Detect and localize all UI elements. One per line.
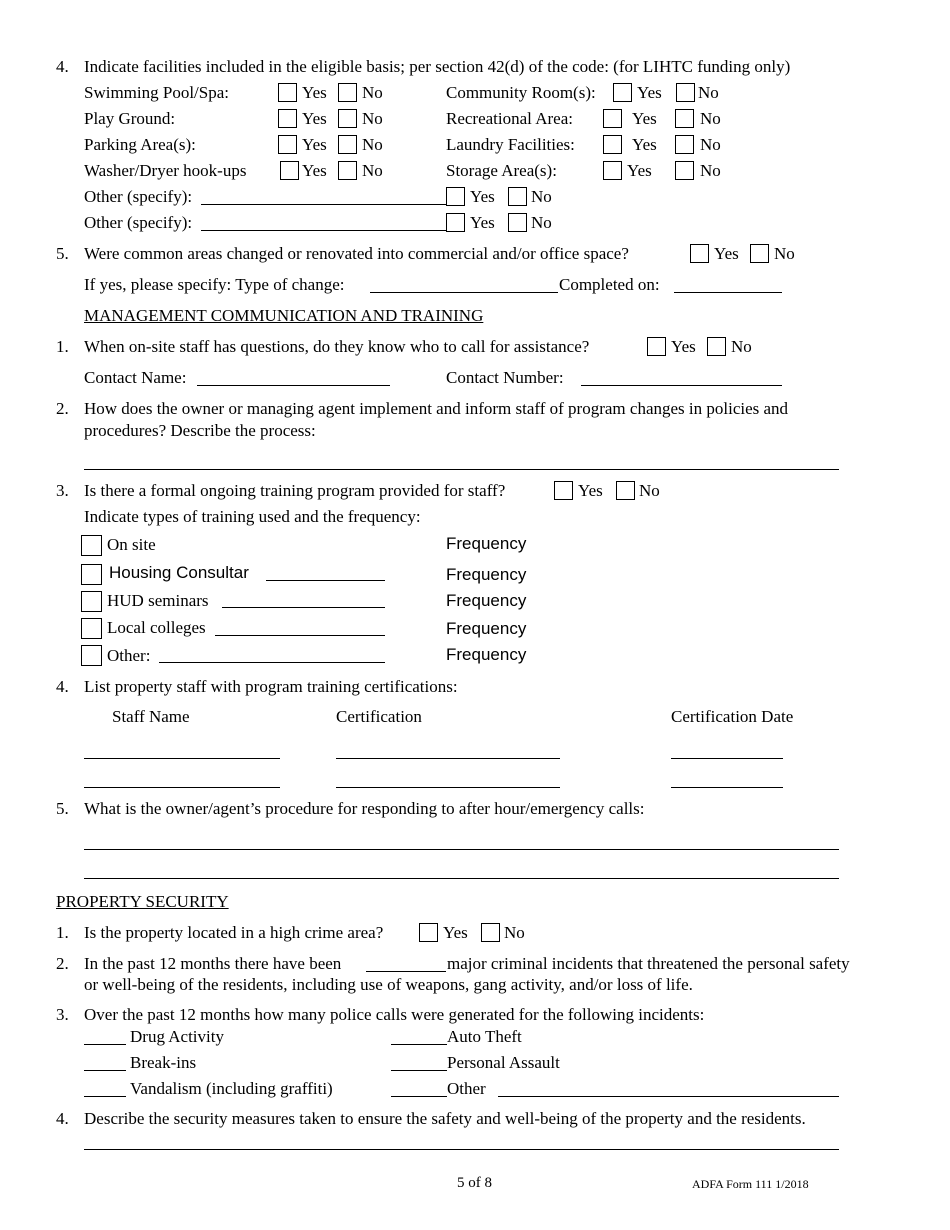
community-room-no-checkbox[interactable] xyxy=(676,83,695,102)
facility-label: Washer/Dryer hook-ups xyxy=(84,161,247,180)
frequency-label: Frequency xyxy=(446,619,527,638)
question-number: 1. xyxy=(56,337,69,356)
facilities-question: Indicate facilities included in the eligible basis; per section 42(d) of the code: (for LIHTC funding only) xyxy=(84,57,791,76)
certification-field[interactable] xyxy=(336,787,560,788)
yes-label: Yes xyxy=(637,83,662,102)
question-number: 2. xyxy=(56,954,69,973)
incident-label: Drug Activity xyxy=(130,1027,224,1046)
high-crime-question: Is the property located in a high crime area? xyxy=(84,923,384,942)
common-areas-yes-checkbox[interactable] xyxy=(690,244,709,263)
yes-label: Yes xyxy=(578,481,603,500)
other-incident-count-field[interactable] xyxy=(391,1096,447,1097)
other2-no-checkbox[interactable] xyxy=(508,213,527,232)
hud-seminars-checkbox[interactable] xyxy=(81,591,102,612)
frequency-label: Frequency xyxy=(446,645,527,664)
personal-assault-count-field[interactable] xyxy=(391,1070,447,1071)
staff-assistance-no-checkbox[interactable] xyxy=(707,337,726,356)
drug-activity-count-field[interactable] xyxy=(84,1044,126,1045)
yes-label: Yes xyxy=(632,109,657,128)
question-number: 5. xyxy=(56,244,69,263)
certification-date-field[interactable] xyxy=(671,758,783,759)
police-calls-question: Over the past 12 months how many police calls were generated for the following incidents: xyxy=(84,1005,705,1024)
high-crime-yes-checkbox[interactable] xyxy=(419,923,438,942)
program-changes-question-cont: procedures? Describe the process: xyxy=(84,421,316,440)
playground-no-checkbox[interactable] xyxy=(338,109,357,128)
question-number: 4. xyxy=(56,677,69,696)
yes-label: Yes xyxy=(632,135,657,154)
no-label: No xyxy=(362,135,383,154)
certifications-question: List property staff with program training certifications: xyxy=(84,677,458,696)
washer-no-checkbox[interactable] xyxy=(338,161,357,180)
staff-name-field[interactable] xyxy=(84,787,280,788)
storage-yes-checkbox[interactable] xyxy=(603,161,622,180)
column-header-certification-date: Certification Date xyxy=(671,707,794,726)
no-label: No xyxy=(504,923,525,942)
column-header-certification: Certification xyxy=(336,707,422,726)
form-id: ADFA Form 111 1/2018 xyxy=(692,1177,809,1191)
laundry-yes-checkbox[interactable] xyxy=(603,135,622,154)
recreational-no-checkbox[interactable] xyxy=(675,109,694,128)
section-heading: PROPERTY SECURITY xyxy=(56,892,229,911)
parking-no-checkbox[interactable] xyxy=(338,135,357,154)
on-site-checkbox[interactable] xyxy=(81,535,102,556)
training-type-label: Local colleges xyxy=(107,618,206,637)
training-no-checkbox[interactable] xyxy=(616,481,635,500)
security-measures-question: Describe the security measures taken to ensure the safety and well-being of the property and the residents. xyxy=(84,1109,806,1128)
emergency-calls-answer-line[interactable] xyxy=(84,849,839,850)
training-types-instruction: Indicate types of training used and the frequency: xyxy=(84,507,421,526)
staff-assistance-yes-checkbox[interactable] xyxy=(647,337,666,356)
incident-label: Auto Theft xyxy=(447,1027,522,1046)
housing-consultant-field[interactable] xyxy=(266,580,385,581)
incident-label: Break-ins xyxy=(130,1053,197,1072)
criminal-incidents-count-field[interactable] xyxy=(366,971,446,972)
storage-no-checkbox[interactable] xyxy=(675,161,694,180)
page-number: 5 of 8 xyxy=(457,1175,492,1191)
frequency-label: Frequency xyxy=(446,591,527,610)
no-label: No xyxy=(362,83,383,102)
no-label: No xyxy=(531,213,552,232)
type-of-change-label: If yes, please specify: Type of change: xyxy=(84,275,345,294)
laundry-no-checkbox[interactable] xyxy=(675,135,694,154)
question-number: 3. xyxy=(56,1005,69,1024)
yes-label: Yes xyxy=(714,244,739,263)
housing-consultant-checkbox[interactable] xyxy=(81,564,102,585)
frequency-label: Frequency xyxy=(446,565,527,584)
no-label: No xyxy=(774,244,795,263)
criminal-incidents-question-line2: or well-being of the residents, including use of weapons, gang activity, and/or loss of life. xyxy=(84,975,693,994)
contact-number-label: Contact Number: xyxy=(446,368,564,387)
break-ins-count-field[interactable] xyxy=(84,1070,126,1071)
yes-label: Yes xyxy=(302,135,327,154)
contact-name-field[interactable] xyxy=(197,385,390,386)
no-label: No xyxy=(639,481,660,500)
yes-label: Yes xyxy=(470,187,495,206)
question-number: 3. xyxy=(56,481,69,500)
frequency-label: Frequency xyxy=(446,534,527,553)
other-specify-label: Other (specify): xyxy=(84,213,193,232)
facility-label: Storage Area(s): xyxy=(446,161,557,180)
other1-yes-checkbox[interactable] xyxy=(446,187,465,206)
other-training-checkbox[interactable] xyxy=(81,645,102,666)
type-of-change-field[interactable] xyxy=(370,292,558,293)
question-number: 2. xyxy=(56,399,69,418)
auto-theft-count-field[interactable] xyxy=(391,1044,447,1045)
section-heading: MANAGEMENT COMMUNICATION AND TRAINING xyxy=(84,306,484,325)
washer-yes-checkbox[interactable] xyxy=(280,161,299,180)
training-type-label: Housing Consultar xyxy=(109,563,249,582)
no-label: No xyxy=(698,83,719,102)
other-training-field[interactable] xyxy=(159,662,385,663)
no-label: No xyxy=(362,161,383,180)
facility-label: Swimming Pool/Spa: xyxy=(84,83,229,102)
certification-date-field[interactable] xyxy=(671,787,783,788)
security-measures-answer-line[interactable] xyxy=(84,1149,839,1150)
column-header-staff-name: Staff Name xyxy=(112,707,190,726)
program-changes-answer-line[interactable] xyxy=(84,469,839,470)
certification-field[interactable] xyxy=(336,758,560,759)
local-colleges-field[interactable] xyxy=(215,635,385,636)
vandalism-count-field[interactable] xyxy=(84,1096,126,1097)
no-label: No xyxy=(731,337,752,356)
other-specify-field[interactable] xyxy=(201,204,446,205)
no-label: No xyxy=(700,135,721,154)
staff-name-field[interactable] xyxy=(84,758,280,759)
training-type-label: Other: xyxy=(107,646,151,665)
yes-label: Yes xyxy=(627,161,652,180)
program-changes-question: How does the owner or managing agent implement and inform staff of program changes in policies and xyxy=(84,399,789,418)
common-areas-question: Were common areas changed or renovated into commercial and/or office space? xyxy=(84,244,629,263)
pool-yes-checkbox[interactable] xyxy=(278,83,297,102)
playground-yes-checkbox[interactable] xyxy=(278,109,297,128)
other1-no-checkbox[interactable] xyxy=(508,187,527,206)
facility-label: Parking Area(s): xyxy=(84,135,196,154)
training-program-question: Is there a formal ongoing training program provided for staff? xyxy=(84,481,506,500)
contact-number-field[interactable] xyxy=(581,385,782,386)
yes-label: Yes xyxy=(302,83,327,102)
facility-label: Laundry Facilities: xyxy=(446,135,575,154)
facility-label: Play Ground: xyxy=(84,109,176,128)
completed-on-field[interactable] xyxy=(674,292,782,293)
emergency-calls-question: What is the owner/agent’s procedure for responding to after hour/emergency calls: xyxy=(84,799,645,818)
other2-yes-checkbox[interactable] xyxy=(446,213,465,232)
yes-label: Yes xyxy=(470,213,495,232)
criminal-incidents-question: In the past 12 months there have been xyxy=(84,954,342,973)
yes-label: Yes xyxy=(302,161,327,180)
hud-seminars-field[interactable] xyxy=(222,607,385,608)
other-specify-field[interactable] xyxy=(201,230,446,231)
training-type-label: HUD seminars xyxy=(107,591,209,610)
incident-label: Other xyxy=(447,1079,486,1098)
question-number: 4. xyxy=(56,1109,69,1128)
pool-no-checkbox[interactable] xyxy=(338,83,357,102)
staff-assistance-question: When on-site staff has questions, do they know who to call for assistance? xyxy=(84,337,590,356)
recreational-yes-checkbox[interactable] xyxy=(603,109,622,128)
common-areas-no-checkbox[interactable] xyxy=(750,244,769,263)
incident-label: Vandalism (including graffiti) xyxy=(130,1079,333,1098)
parking-yes-checkbox[interactable] xyxy=(278,135,297,154)
contact-name-label: Contact Name: xyxy=(84,368,187,387)
question-number: 5. xyxy=(56,799,69,818)
criminal-incidents-question-cont: major criminal incidents that threatened the personal safety xyxy=(447,954,850,973)
incident-label: Personal Assault xyxy=(447,1053,560,1072)
completed-on-label: Completed on: xyxy=(559,275,660,294)
question-number: 4. xyxy=(56,57,69,76)
no-label: No xyxy=(531,187,552,206)
no-label: No xyxy=(362,109,383,128)
local-colleges-checkbox[interactable] xyxy=(81,618,102,639)
no-label: No xyxy=(700,109,721,128)
facility-label: Recreational Area: xyxy=(446,109,573,128)
community-room-yes-checkbox[interactable] xyxy=(613,83,632,102)
training-type-label: On site xyxy=(107,535,156,554)
high-crime-no-checkbox[interactable] xyxy=(481,923,500,942)
emergency-calls-answer-line[interactable] xyxy=(84,878,839,879)
other-incident-specify-field[interactable] xyxy=(498,1096,839,1097)
training-yes-checkbox[interactable] xyxy=(554,481,573,500)
yes-label: Yes xyxy=(671,337,696,356)
facility-label: Community Room(s): xyxy=(446,83,596,102)
other-specify-label: Other (specify): xyxy=(84,187,193,206)
no-label: No xyxy=(700,161,721,180)
question-number: 1. xyxy=(56,923,69,942)
yes-label: Yes xyxy=(302,109,327,128)
yes-label: Yes xyxy=(443,923,468,942)
